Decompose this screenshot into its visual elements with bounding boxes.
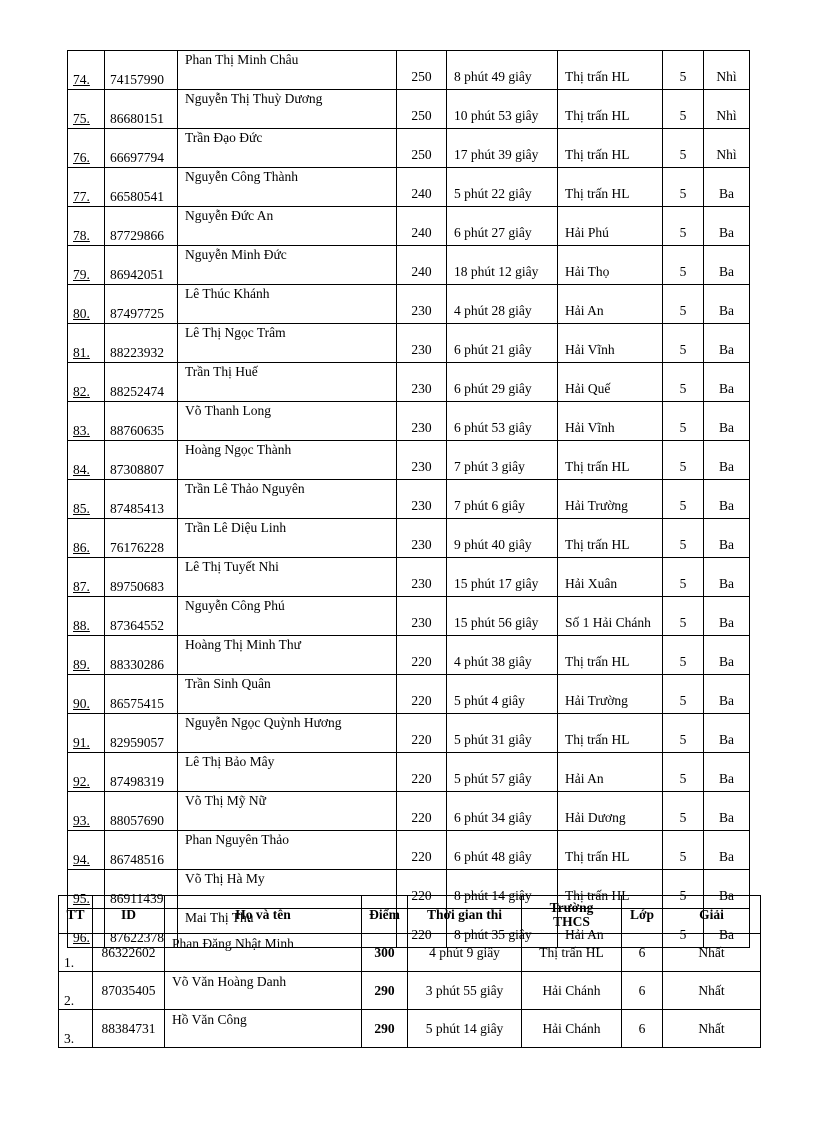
exam-time: 15 phút 56 giây — [447, 597, 558, 636]
row-number — [68, 51, 105, 90]
award: Ba — [704, 285, 750, 324]
student-id: 66580541 — [105, 168, 178, 207]
header-name: Họ và tên — [165, 896, 362, 934]
exam-time: 10 phút 53 giây — [447, 90, 558, 129]
row-number-text: 92. — [73, 774, 90, 789]
header-award: Giải — [663, 896, 761, 934]
grade: 5 — [663, 870, 704, 909]
school: Hải Quế — [558, 363, 663, 402]
student-id: 88760635 — [105, 402, 178, 441]
table-row — [68, 207, 750, 246]
student-id: 89750683 — [105, 558, 178, 597]
award: Ba — [704, 207, 750, 246]
score: 240 — [397, 246, 447, 285]
row-number-text: 74. — [73, 72, 90, 87]
student-id: 87498319 — [105, 753, 178, 792]
exam-time: 17 phút 39 giây — [447, 129, 558, 168]
student-id: 86575415 — [105, 675, 178, 714]
student-name: Trần Lê Diệu Linh — [178, 519, 397, 558]
row-number-text: 80. — [73, 306, 90, 321]
row-number-text: 84. — [73, 462, 90, 477]
school: Thị trấn HL — [558, 636, 663, 675]
award: Ba — [704, 246, 750, 285]
grade-5-table-body — [68, 51, 750, 948]
score: 230 — [397, 597, 447, 636]
award: Ba — [704, 870, 750, 909]
grade: 5 — [663, 51, 704, 90]
table-row — [68, 753, 750, 792]
row-number — [68, 714, 105, 753]
award: Ba — [704, 168, 750, 207]
score: 220 — [397, 675, 447, 714]
school: Hải Vĩnh — [558, 324, 663, 363]
student-name: Phan Nguyên Thảo — [178, 831, 397, 870]
grade-6-results-table — [58, 895, 761, 1048]
table-row — [68, 129, 750, 168]
award: Ba — [704, 675, 750, 714]
score: 230 — [397, 480, 447, 519]
grade: 5 — [663, 597, 704, 636]
grade: 5 — [663, 831, 704, 870]
row-number — [68, 519, 105, 558]
student-name: Nguyễn Công Thành — [178, 168, 397, 207]
score: 220 — [397, 714, 447, 753]
table-row — [68, 402, 750, 441]
school: Thị trấn HL — [558, 129, 663, 168]
row-number-text: 77. — [73, 189, 90, 204]
table-row — [68, 597, 750, 636]
score: 290 — [362, 972, 408, 1010]
grade: 5 — [663, 402, 704, 441]
school: Hải Xuân — [558, 558, 663, 597]
table-row — [68, 675, 750, 714]
table-row — [59, 1010, 761, 1048]
award: Nhất — [663, 934, 761, 972]
grade: 5 — [663, 129, 704, 168]
row-number — [68, 402, 105, 441]
student-id: 76176228 — [105, 519, 178, 558]
row-number-text: 81. — [73, 345, 90, 360]
student-id: 88223932 — [105, 324, 178, 363]
exam-time: 4 phút 28 giây — [447, 285, 558, 324]
award: Ba — [704, 753, 750, 792]
row-number — [68, 207, 105, 246]
exam-time: 6 phút 21 giây — [447, 324, 558, 363]
row-number-text: 93. — [73, 813, 90, 828]
score: 240 — [397, 207, 447, 246]
student-name: Phan Đăng Nhật Minh — [165, 934, 362, 972]
score: 250 — [397, 129, 447, 168]
award: Ba — [704, 480, 750, 519]
table-row — [59, 934, 761, 972]
table-row — [68, 714, 750, 753]
student-id: 66697794 — [105, 129, 178, 168]
grade: 6 — [622, 934, 663, 972]
row-number-text: 96. — [73, 930, 90, 945]
table-row — [68, 636, 750, 675]
score: 220 — [397, 909, 447, 948]
score: 240 — [397, 168, 447, 207]
student-id: 87364552 — [105, 597, 178, 636]
student-name: Lê Thị Ngọc Trâm — [178, 324, 397, 363]
row-number — [59, 934, 93, 972]
student-name: Lê Thị Tuyết Nhi — [178, 558, 397, 597]
row-number-text: 79. — [73, 267, 90, 282]
award: Nhất — [663, 972, 761, 1010]
header-id: ID — [93, 896, 165, 934]
school: Thị trấn HL — [558, 831, 663, 870]
grade: 5 — [663, 246, 704, 285]
school: Hải An — [558, 285, 663, 324]
grade: 5 — [663, 285, 704, 324]
exam-time: 5 phút 4 giây — [447, 675, 558, 714]
award: Nhì — [704, 90, 750, 129]
grade: 5 — [663, 909, 704, 948]
grade: 5 — [663, 714, 704, 753]
grade: 5 — [663, 792, 704, 831]
score: 220 — [397, 792, 447, 831]
row-number-text: 2. — [64, 993, 75, 1008]
row-number — [68, 597, 105, 636]
award: Ba — [704, 441, 750, 480]
table-row — [68, 558, 750, 597]
award: Ba — [704, 597, 750, 636]
score: 230 — [397, 324, 447, 363]
table-row — [68, 51, 750, 90]
score: 220 — [397, 831, 447, 870]
row-number — [68, 324, 105, 363]
student-id: 86911439 — [105, 870, 178, 909]
header-tt: TT — [59, 896, 93, 934]
award: Ba — [704, 714, 750, 753]
exam-time: 6 phút 29 giây — [447, 363, 558, 402]
school: Thị trấn HL — [558, 441, 663, 480]
award: Ba — [704, 909, 750, 948]
school: Hải Trường — [558, 675, 663, 714]
score: 250 — [397, 90, 447, 129]
row-number-text: 1. — [64, 955, 75, 970]
score: 230 — [397, 558, 447, 597]
student-name: Võ Văn Hoàng Danh — [165, 972, 362, 1010]
table-row — [68, 246, 750, 285]
student-id: 74157990 — [105, 51, 178, 90]
row-number-text: 85. — [73, 501, 90, 516]
header-school-line1: Trường — [549, 899, 594, 915]
row-number — [68, 285, 105, 324]
student-id: 88057690 — [105, 792, 178, 831]
exam-time: 5 phút 57 giây — [447, 753, 558, 792]
student-name: Võ Thị Mỹ Nữ — [178, 792, 397, 831]
student-name: Trần Lê Thảo Nguyên — [178, 480, 397, 519]
table-row — [68, 90, 750, 129]
student-name: Nguyễn Ngọc Quỳnh Hương — [178, 714, 397, 753]
row-number — [68, 129, 105, 168]
grade: 6 — [622, 972, 663, 1010]
exam-time: 6 phút 27 giây — [447, 207, 558, 246]
school: Hải Chánh — [522, 972, 622, 1010]
score: 230 — [397, 363, 447, 402]
grade: 5 — [663, 636, 704, 675]
row-number-text: 90. — [73, 696, 90, 711]
student-id: 87729866 — [105, 207, 178, 246]
award: Ba — [704, 363, 750, 402]
row-number-text: 91. — [73, 735, 90, 750]
student-id: 87497725 — [105, 285, 178, 324]
school: Hải Thọ — [558, 246, 663, 285]
score: 230 — [397, 441, 447, 480]
score: 250 — [397, 51, 447, 90]
row-number-text: 95. — [73, 891, 90, 906]
row-number-text: 86. — [73, 540, 90, 555]
exam-time: 6 phút 53 giây — [447, 402, 558, 441]
header-school — [522, 896, 622, 934]
grade: 5 — [663, 168, 704, 207]
grade: 5 — [663, 675, 704, 714]
exam-time: 8 phút 49 giây — [447, 51, 558, 90]
row-number-text: 87. — [73, 579, 90, 594]
school: Số 1 Hải Chánh — [558, 597, 663, 636]
row-number — [68, 90, 105, 129]
student-id: 88252474 — [105, 363, 178, 402]
grade: 5 — [663, 480, 704, 519]
exam-time: 9 phút 40 giây — [447, 519, 558, 558]
table-row — [68, 168, 750, 207]
student-name: Võ Thị Hà My — [178, 870, 397, 909]
award: Ba — [704, 402, 750, 441]
school: Thị trấn HL — [558, 870, 663, 909]
row-number — [59, 972, 93, 1010]
row-number — [68, 441, 105, 480]
row-number-text: 82. — [73, 384, 90, 399]
school: Thị trấn HL — [522, 934, 622, 972]
school: Thị trấn HL — [558, 90, 663, 129]
school: Thị trấn HL — [558, 714, 663, 753]
row-number — [68, 753, 105, 792]
table-row — [68, 519, 750, 558]
row-number — [68, 168, 105, 207]
student-id: 87485413 — [105, 480, 178, 519]
student-name: Hoàng Thị Minh Thư — [178, 636, 397, 675]
student-id: 88384731 — [93, 1010, 165, 1048]
exam-time: 5 phút 22 giây — [447, 168, 558, 207]
row-number-text: 83. — [73, 423, 90, 438]
row-number-text: 76. — [73, 150, 90, 165]
grade: 6 — [622, 1010, 663, 1048]
row-number — [68, 831, 105, 870]
exam-time: 7 phút 6 giây — [447, 480, 558, 519]
school: Hải Phú — [558, 207, 663, 246]
student-name: Mai Thị Thu — [178, 909, 397, 948]
grade: 5 — [663, 207, 704, 246]
header-school-line2: THCS — [553, 913, 590, 929]
student-id: 86680151 — [105, 90, 178, 129]
table-row — [68, 285, 750, 324]
student-name: Hoàng Ngọc Thành — [178, 441, 397, 480]
grade-6-table-body — [59, 934, 761, 1048]
exam-time: 18 phút 12 giây — [447, 246, 558, 285]
student-id: 86748516 — [105, 831, 178, 870]
exam-time: 6 phút 48 giây — [447, 831, 558, 870]
exam-time: 4 phút 38 giây — [447, 636, 558, 675]
exam-time: 3 phút 55 giây — [408, 972, 522, 1010]
score: 220 — [397, 753, 447, 792]
grade: 5 — [663, 90, 704, 129]
score: 220 — [397, 636, 447, 675]
table-row — [68, 324, 750, 363]
student-id: 86322602 — [93, 934, 165, 972]
award: Ba — [704, 324, 750, 363]
header-grade: Lớp — [622, 896, 663, 934]
row-number-text: 78. — [73, 228, 90, 243]
award: Ba — [704, 519, 750, 558]
table-row — [68, 441, 750, 480]
school: Hải An — [558, 909, 663, 948]
school: Thị trấn HL — [558, 168, 663, 207]
header-time: Thời gian thi — [408, 896, 522, 934]
score: 290 — [362, 1010, 408, 1048]
table-row — [68, 831, 750, 870]
row-number — [59, 1010, 93, 1048]
row-number — [68, 558, 105, 597]
exam-time: 5 phút 31 giây — [447, 714, 558, 753]
table-row — [68, 363, 750, 402]
score: 230 — [397, 519, 447, 558]
student-name: Hồ Văn Công — [165, 1010, 362, 1048]
exam-time: 15 phút 17 giây — [447, 558, 558, 597]
exam-time: 8 phút 35 giây — [447, 909, 558, 948]
row-number — [68, 246, 105, 285]
row-number-text: 3. — [64, 1031, 75, 1046]
student-name: Lê Thúc Khánh — [178, 285, 397, 324]
row-number-text: 94. — [73, 852, 90, 867]
student-id: 87035405 — [93, 972, 165, 1010]
award: Nhất — [663, 1010, 761, 1048]
grade: 5 — [663, 441, 704, 480]
row-number — [68, 636, 105, 675]
student-name: Nguyễn Thị Thuỳ Dương — [178, 90, 397, 129]
student-id: 86942051 — [105, 246, 178, 285]
award: Ba — [704, 792, 750, 831]
row-number-text: 89. — [73, 657, 90, 672]
award: Nhì — [704, 129, 750, 168]
row-number-text: 75. — [73, 111, 90, 126]
grade: 5 — [663, 753, 704, 792]
exam-time: 6 phút 34 giây — [447, 792, 558, 831]
row-number — [68, 675, 105, 714]
header-score: Điểm — [362, 896, 408, 934]
school: Hải Chánh — [522, 1010, 622, 1048]
award: Ba — [704, 636, 750, 675]
score: 300 — [362, 934, 408, 972]
student-name: Trần Thị Huế — [178, 363, 397, 402]
grade: 5 — [663, 324, 704, 363]
score: 230 — [397, 285, 447, 324]
grade: 5 — [663, 519, 704, 558]
school: Hải Dương — [558, 792, 663, 831]
student-name: Nguyễn Công Phú — [178, 597, 397, 636]
exam-time: 8 phút 14 giây — [447, 870, 558, 909]
score: 230 — [397, 402, 447, 441]
student-name: Phan Thị Minh Châu — [178, 51, 397, 90]
school: Hải Trường — [558, 480, 663, 519]
grade-5-results-table — [67, 50, 750, 948]
student-name: Võ Thanh Long — [178, 402, 397, 441]
exam-time: 7 phút 3 giây — [447, 441, 558, 480]
row-number — [68, 792, 105, 831]
award: Nhì — [704, 51, 750, 90]
student-id: 87622378 — [105, 909, 178, 948]
student-id: 87308807 — [105, 441, 178, 480]
row-number-text: 88. — [73, 618, 90, 633]
row-number — [68, 480, 105, 519]
school: Thị trấn HL — [558, 51, 663, 90]
student-name: Trần Đạo Đức — [178, 129, 397, 168]
table-row — [68, 480, 750, 519]
grade: 5 — [663, 363, 704, 402]
table-row — [68, 792, 750, 831]
school: Thị trấn HL — [558, 519, 663, 558]
exam-time: 4 phút 9 giây — [408, 934, 522, 972]
student-name: Trần Sinh Quân — [178, 675, 397, 714]
table-header-row — [59, 896, 761, 934]
award: Ba — [704, 831, 750, 870]
school: Hải An — [558, 753, 663, 792]
student-id: 82959057 — [105, 714, 178, 753]
row-number — [68, 363, 105, 402]
student-name: Lê Thị Bảo Mây — [178, 753, 397, 792]
award: Ba — [704, 558, 750, 597]
exam-time: 5 phút 14 giây — [408, 1010, 522, 1048]
grade: 5 — [663, 558, 704, 597]
table-row — [59, 972, 761, 1010]
school: Hải Vĩnh — [558, 402, 663, 441]
score: 220 — [397, 870, 447, 909]
student-id: 88330286 — [105, 636, 178, 675]
student-name: Nguyễn Minh Đức — [178, 246, 397, 285]
student-name: Nguyễn Đức An — [178, 207, 397, 246]
